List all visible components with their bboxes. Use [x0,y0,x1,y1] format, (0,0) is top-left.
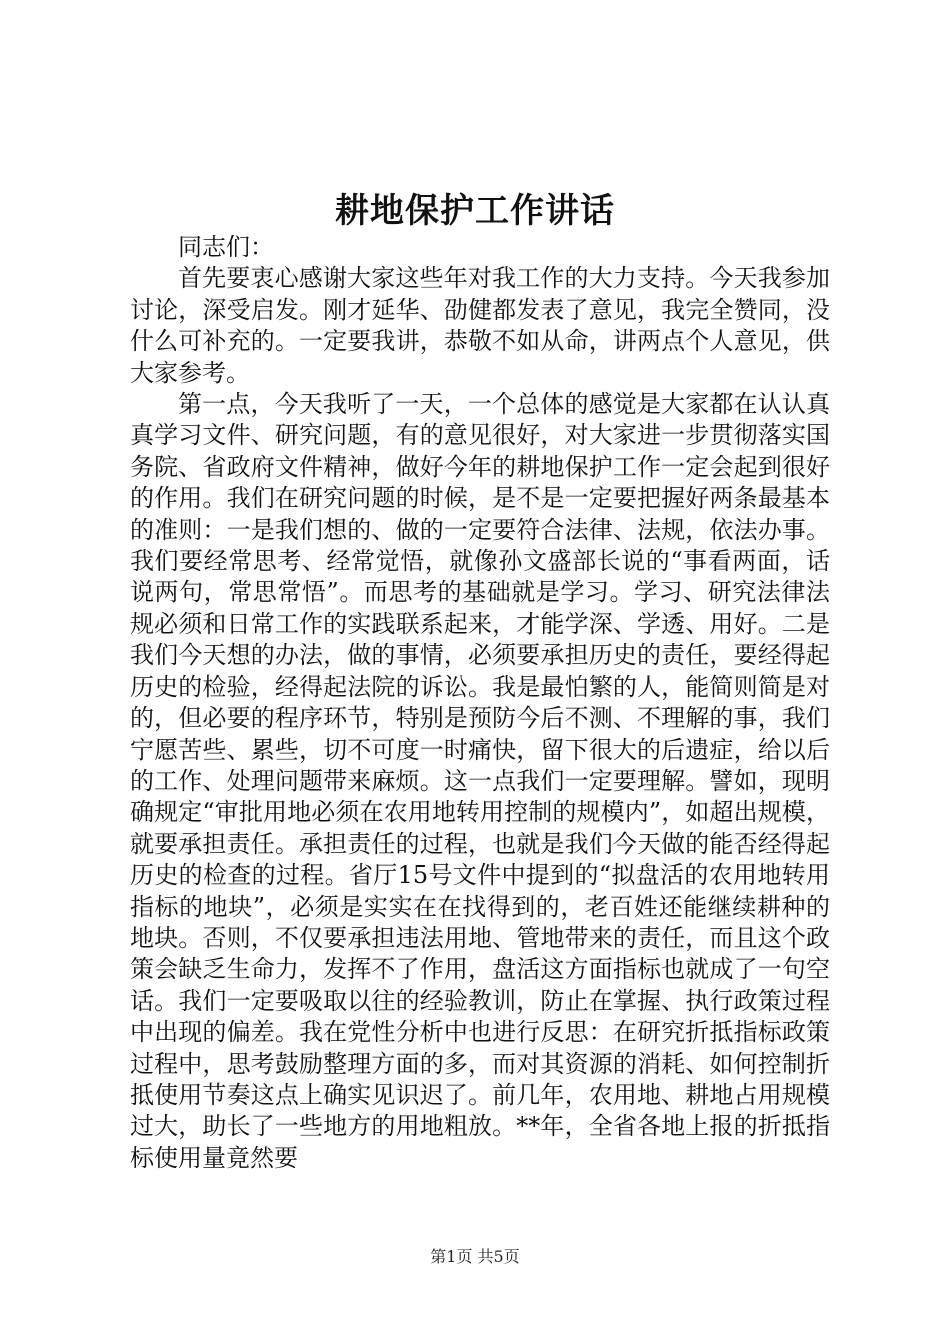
paragraph-1: 首先要衷心感谢大家这些年对我工作的大力支持。今天我参加讨论，深受启发。刚才延华、劭健都发表了意见，我完全赞同，没什么可补充的。一定要我讲，恭敬不如从命，讲两点个人意见，供大家参考。 [130,264,830,387]
document-title: 耕地保护工作讲话 [335,191,615,231]
paragraph-2: 第一点，今天我听了一天，一个总体的感觉是大家都在认认真真学习文件、研究问题，有的意见很好，对大家进一步贯彻落实国务院、省政府文件精神，做好今年的耕地保护工作一定会起到很好的作用。我们在研究问题的时候，是不是一定要把握好两条最基本的准则：一是我们想的、做的一定要符合法律、法规，依法办事。我们要经常思考、经常觉悟，就像孙文盛部长说的“事看两面，话说两句，常思常悟”。而思考的基础就是学习。学习、研究法律法规必须和日常工作的实践联系起来，才能学深、学透、用好。二是我们今天想的办法，做的事情，必须要承担历史的责任，要经得起历史的检验，经得起法院的诉讼。我是最怕繁的人，能简则简是对的，但必要的程序环节，特别是预防今后不测、不理解的事，我们宁愿苦些、累些，切不可度一时痛快，留下很大的后遗症，给以后的工作、处理问题带来麻烦。这一点我们一定要理解。譬如，现明确规定“审批用地必须在农用地转用控制的规模内”，如超出规模，就要承担责任。承担责任的过程，也就是我们今天做的能否经得起历史的检查的过程。省厅15号文件中提到的“拟盘活的农用地转用指标的地块”，必须是实实在在找得到的，老百姓还能继续耕种的地块。否则，不仅要承担违法用地、管地带来的责任，而且这个政策会缺乏生命力，发挥不了作用，盘活这方面指标也就成了一句空话。我们一定要吸取以往的经验教训，防止在掌握、执行政策过程中出现的偏差。我在党性分析中也进行反思：在研究折抵指标政策过程中，思考鼓励整理方面的多，而对其资源的消耗、如何控制折抵使用节奏这点上确实见识迟了。前几年，农用地、耕地占用规模过大，助长了一些地方的用地粗放。**年，全省各地上报的折抵指标使用量竟然要 [130,390,830,1172]
document-body [130,232,830,1174]
page-footer: 第1页 共5页 [430,1247,520,1266]
salutation: 同志们： [178,233,274,261]
